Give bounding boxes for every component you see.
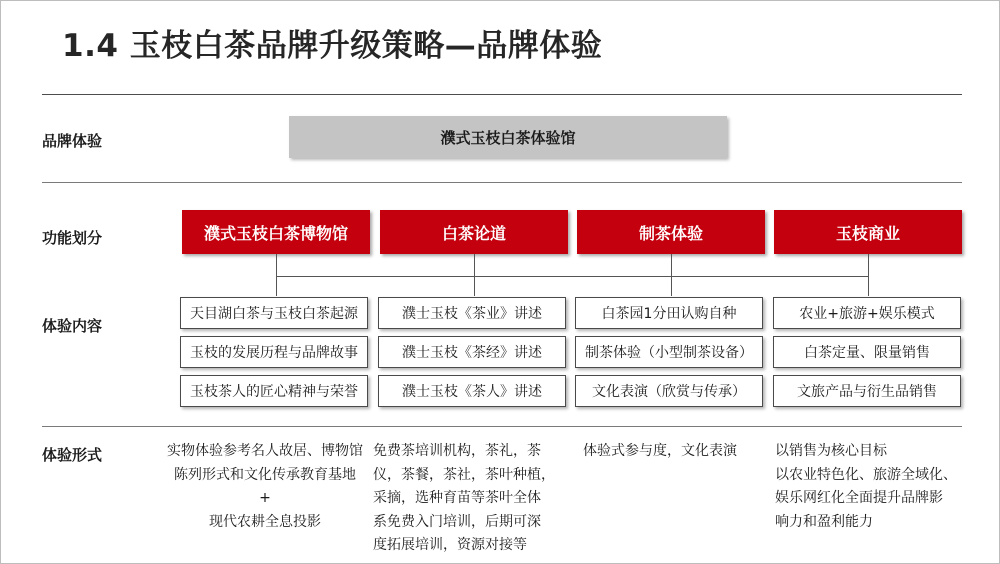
form-line: 以农业特色化、旅游全域化、 bbox=[775, 466, 957, 483]
row-label-content: 体验内容 bbox=[42, 317, 103, 335]
connector-down bbox=[868, 276, 869, 296]
form-line: 实物体验参考名人故居、博物馆 bbox=[167, 443, 363, 459]
content-item: 文化表演（欣赏与传承） bbox=[575, 375, 763, 407]
form-line: 现代农耕全息投影 bbox=[209, 513, 321, 530]
separator-top bbox=[42, 94, 962, 95]
form-line: 以销售为核心目标 bbox=[775, 443, 887, 459]
connector-down bbox=[474, 276, 475, 296]
content-item: 文旅产品与衍生品销售 bbox=[773, 375, 961, 407]
content-item: 玉枝茶人的匠心精神与荣誉 bbox=[180, 375, 368, 407]
form-line: 响力和盈利能力 bbox=[775, 513, 873, 530]
form-text-tea-making bbox=[583, 440, 779, 464]
form-line: 娱乐网红化全面提升品牌影 bbox=[775, 490, 943, 506]
separator-brand bbox=[42, 182, 962, 183]
brand-experience-box: 濮式玉枝白茶体验馆 bbox=[289, 116, 727, 158]
form-line: 免费茶培训机构，茶礼，茶 bbox=[373, 443, 541, 459]
connector-down bbox=[276, 276, 277, 296]
content-item: 濮士玉枝《茶人》讲述 bbox=[378, 375, 566, 407]
row-label-form: 体验形式 bbox=[42, 446, 103, 464]
content-item: 白茶定量、限量销售 bbox=[773, 336, 961, 368]
connector-up bbox=[868, 254, 869, 276]
content-item: 玉枝的发展历程与品牌故事 bbox=[180, 336, 368, 368]
form-line: 体验式参与度，文化表演 bbox=[583, 443, 737, 459]
connector-up bbox=[671, 254, 672, 276]
content-item: 濮士玉枝《茶业》讲述 bbox=[378, 297, 566, 329]
function-header-tea-making: 制茶体验 bbox=[577, 210, 765, 254]
separator-content bbox=[42, 426, 962, 427]
content-item: 制茶体验（小型制茶设备） bbox=[575, 336, 763, 368]
form-line: 仪，茶餐，茶社，茶叶种植， bbox=[373, 466, 555, 483]
content-item: 濮士玉枝《茶经》讲述 bbox=[378, 336, 566, 368]
form-line: 陈列形式和文化传承教育基地 bbox=[174, 466, 356, 483]
connector-horizontal bbox=[276, 276, 868, 277]
connector-down bbox=[671, 276, 672, 296]
row-label-brand: 品牌体验 bbox=[42, 132, 103, 150]
page-title: 1.4 玉枝白茶品牌升级策略—品牌体验 bbox=[62, 28, 603, 64]
form-line: + bbox=[259, 490, 271, 506]
form-line: 采摘，选种育苗等茶叶全体 bbox=[373, 490, 541, 506]
row-label-function: 功能划分 bbox=[42, 229, 103, 247]
content-item: 农业+旅游+娱乐模式 bbox=[773, 297, 961, 329]
function-header-tea-talk: 白茶论道 bbox=[380, 210, 568, 254]
content-item: 白茶园1分田认购自种 bbox=[575, 297, 763, 329]
form-line: 系免费入门培训，后期可深 bbox=[373, 513, 541, 530]
form-text-commerce bbox=[775, 440, 975, 534]
form-line: 度拓展培训，资源对接等 bbox=[373, 537, 527, 553]
function-header-museum: 濮式玉枝白茶博物馆 bbox=[182, 210, 370, 254]
form-text-tea-talk bbox=[373, 440, 569, 558]
connector-up bbox=[474, 254, 475, 276]
function-header-commerce: 玉枝商业 bbox=[774, 210, 962, 254]
connector-up bbox=[276, 254, 277, 276]
form-text-museum bbox=[155, 440, 375, 534]
content-item: 天目湖白茶与玉枝白茶起源 bbox=[180, 297, 368, 329]
